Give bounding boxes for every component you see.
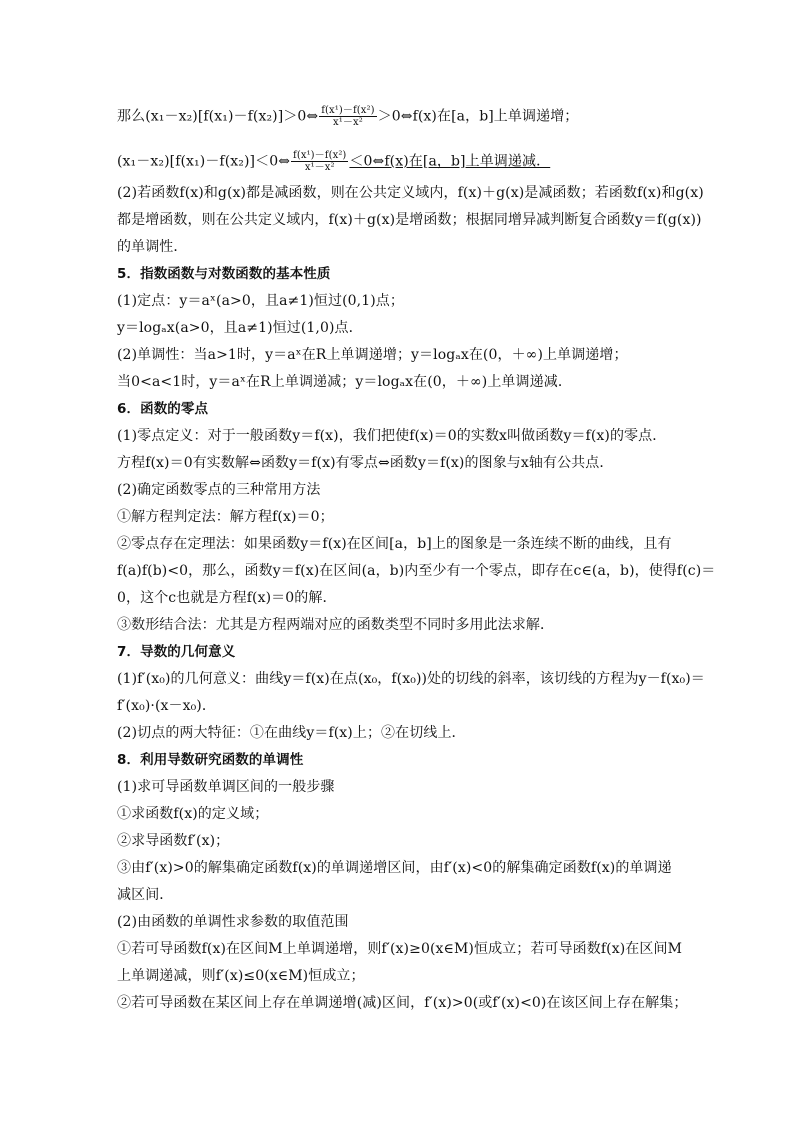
text-line-32: 上单调递减，则f′(x)≤0(x∈M)恒成立； — [117, 968, 365, 984]
text-line-30: (2)由函数的单调性求参数的取值范围 — [117, 914, 349, 930]
text-line-31: ①若可导函数f(x)在区间M上单调递增，则f′(x)≥0(x∈M)恒成立；若可导函数f(x)在区间M — [117, 941, 683, 957]
section-heading-5: 5．指数函数与对数函数的基本性质 — [117, 266, 331, 282]
text-line-28: ③由f′(x)>0的解集确定函数f(x)的单调递增区间，由f′(x)<0的解集确定函数f(x)的单调递 — [117, 860, 672, 876]
line-2-left: (x₁－x₂)[f(x₁)－f(x₂)]＜0⇔ — [117, 153, 291, 170]
fraction-denominator: x¹－x² — [304, 162, 335, 173]
fraction — [319, 105, 376, 128]
text-line-1 — [117, 105, 578, 128]
text-line-3: (2)若函数f(x)和g(x)都是减函数，则在公共定义域内，f(x)＋g(x)是减函数；若函数f(x)和g(x) — [117, 185, 704, 201]
fraction — [291, 150, 348, 173]
text-line-17: f(a)f(b)<0，那么，函数y＝f(x)在区间(a，b)内至少有一个零点，即存在c∈(a，b)，使得f(c)＝ — [117, 563, 716, 579]
text-line-19: ③数形结合法：尤其是方程两端对应的函数类型不同时多用此法求解． — [117, 617, 555, 633]
text-line-10: 当0<a<1时，y＝aˣ在R上单调递减；y＝logₐx在(0，＋∞)上单调递减． — [117, 374, 572, 390]
text-line-29: 减区间． — [117, 887, 174, 903]
text-line-8: y＝logₐx(a>0，且a≠1)恒过(1,0)点． — [117, 320, 363, 336]
text-line-4: 都是增函数，则在公共定义域内，f(x)＋g(x)是增函数；根据同增异减判断复合函数y＝f(g(x)) — [117, 212, 702, 228]
text-line-25: (1)求可导函数单调区间的一般步骤 — [117, 779, 335, 795]
fraction-numerator: f(x¹)－f(x²) — [293, 150, 347, 161]
text-line-33: ②若可导函数在某区间上存在单调递增(减)区间，f′(x)>0(或f′(x)<0)在该区间上存在解集； — [117, 995, 688, 1011]
text-line-27: ②求导函数f′(x)； — [117, 833, 230, 849]
text-line-12: (1)零点定义：对于一般函数y＝f(x)，我们把使f(x)＝0的实数x叫做函数y＝f(x)的零点． — [117, 428, 667, 444]
text-line-18: 0，这个c也就是方程f(x)＝0的解． — [117, 590, 337, 606]
text-line-23: (2)切点的两大特征：①在曲线y＝f(x)上；②在切线上． — [117, 725, 466, 741]
text-line-15: ①解方程判定法：解方程f(x)＝0； — [117, 509, 334, 525]
text-line-16: ②零点存在定理法：如果函数y＝f(x)在区间[a，b]上的图象是一条连续不断的曲线，且有 — [117, 536, 672, 552]
section-heading-7: 7．导数的几何意义 — [117, 644, 236, 660]
text-line-22: f′(x₀)·(x－x₀)． — [117, 698, 216, 714]
section-heading-8: 8．利用导数研究函数的单调性 — [117, 752, 304, 768]
text-line-13: 方程f(x)＝0有实数解⇔函数y＝f(x)有零点⇔函数y＝f(x)的图象与x轴有公共点． — [117, 455, 614, 471]
text-line-2 — [117, 150, 550, 173]
fraction-denominator: x¹－x² — [333, 117, 363, 128]
text-line-7: (1)定点：y＝aˣ(a>0，且a≠1)恒过(0,1)点； — [117, 293, 405, 309]
text-line-26: ①求函数f(x)的定义域； — [117, 806, 269, 822]
text-line-14: (2)确定函数零点的三种常用方法 — [117, 482, 321, 498]
line-2-right: ＜0⇔f(x)在[a，b]上单调递减． — [349, 153, 551, 170]
line-1-left: 那么(x₁－x₂)[f(x₁)－f(x₂)]＞0⇔ — [117, 108, 319, 125]
text-line-9: (2)单调性：当a>1时，y＝aˣ在R上单调递增；y＝logₐx在(0，＋∞)上单调递增； — [117, 347, 628, 363]
text-line-21: (1)f′(x₀)的几何意义：曲线y＝f(x)在点(x₀，f(x₀))处的切线的斜率，该切线的方程为y－f(x₀)＝ — [117, 671, 705, 687]
section-heading-6: 6．函数的零点 — [117, 401, 209, 417]
line-1-right: ＞0⇔f(x)在[a，b]上单调递增； — [377, 108, 579, 125]
text-line-5: 的单调性． — [117, 239, 188, 255]
fraction-numerator: f(x¹)－f(x²) — [321, 105, 375, 116]
